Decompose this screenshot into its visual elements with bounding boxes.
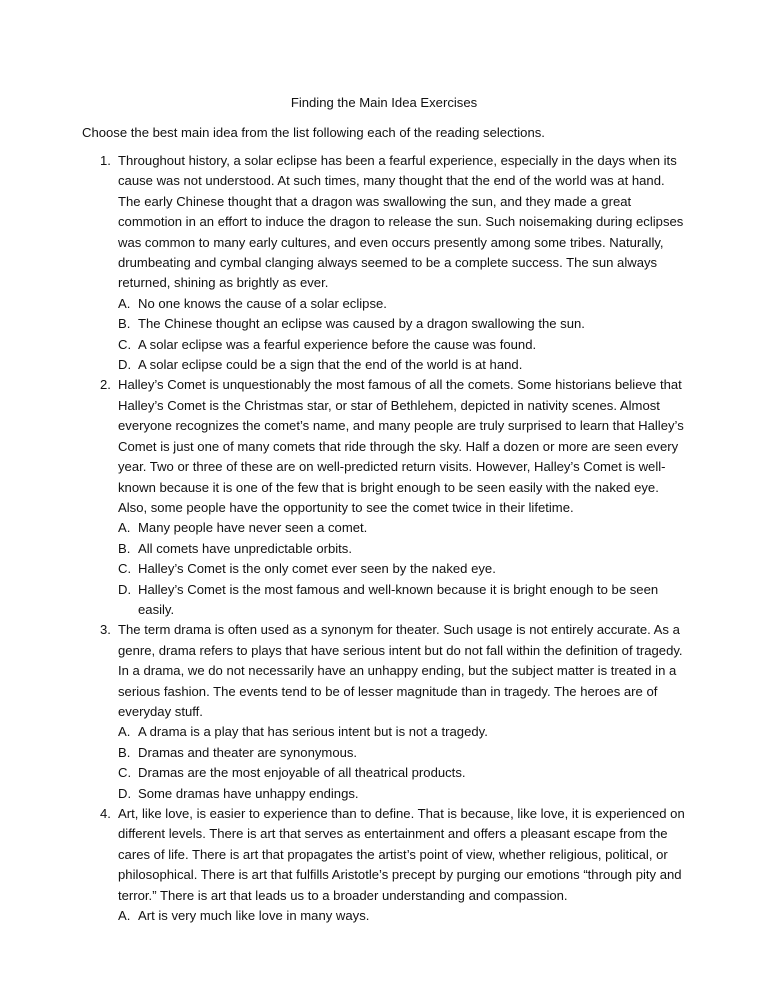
option-text: Dramas and theater are synonymous.	[138, 744, 358, 760]
option-letter: B.	[118, 540, 131, 556]
option-letter: B.	[118, 744, 131, 760]
option-text: Dramas are the most enjoyable of all theatrical products.	[138, 765, 466, 781]
option-letter: A.	[118, 724, 131, 740]
option-letter: D.	[118, 581, 132, 597]
question-passage: Halley’s Comet is unquestionably the most famous of all the comets. Some historians believe that Halley’s Comet is the Christmas star, or star of Bethlehem, depicted in nativity scenes. Almost everyone recognizes the comet’s name, and many people are truly surprised to learn that Halley’s Comet is just one of many comets that ride through the sky. Half a dozen or more are seen every year. Two or three of these are on well-predicted return visits. However, Halley’s Comet is well-known because it is one of the few that is bright enough to be seen easily with the naked eye. Also, some people have the opportunity to see the comet twice in their lifetime.	[118, 377, 684, 515]
question-item	[100, 804, 690, 926]
question-item	[100, 375, 690, 620]
option-text: Some dramas have unhappy endings.	[138, 785, 359, 801]
option-letter: A.	[118, 295, 131, 311]
question-item	[100, 620, 690, 804]
answer-options	[118, 294, 690, 376]
question-passage: Art, like love, is easier to experience than to define. That is because, like love, it is experienced on different levels. There is art that serves as entertainment and offers a pleasant escape from the cares of life. There is art that propagates the artist’s point of view, whether religious, political, or philosophical. There is art that fulfills Aristotle’s precept by purging our emotions “through pity and terror.” There is art that leads us to a broader understanding and compassion.	[118, 806, 685, 903]
question-number: 2.	[100, 377, 111, 393]
answer-option	[118, 539, 690, 559]
answer-option	[118, 559, 690, 579]
question-passage: Throughout history, a solar eclipse has been a fearful experience, especially in the days when its cause was not understood. At such times, many thought that the end of the world was at hand. The early Chinese thought that a dragon was swallowing the sun, and they made a great commotion in an effort to induce the dragon to release the sun. Such noisemaking during eclipses was common to many early cultures, and even occurs presently among some tribes. Naturally, drumbeating and cymbal clanging always seemed to be a complete success. The sun always returned, shining as brightly as ever.	[118, 153, 684, 291]
instructions-text: Choose the best main idea from the list following each of the reading selections.	[82, 125, 545, 140]
question-item	[100, 151, 690, 375]
page-title: Finding the Main Idea Exercises	[290, 95, 478, 110]
option-text: Many people have never seen a comet.	[138, 520, 368, 536]
option-letter: B.	[118, 316, 131, 332]
answer-options	[118, 722, 690, 804]
option-letter: D.	[118, 357, 132, 373]
option-letter: C.	[118, 765, 132, 781]
option-letter: C.	[118, 561, 132, 577]
option-text: A solar eclipse was a fearful experience before the cause was found.	[138, 336, 537, 352]
option-letter: C.	[118, 336, 132, 352]
answer-option	[118, 355, 690, 375]
answer-option	[118, 335, 690, 355]
option-text: All comets have unpredictable orbits.	[138, 540, 352, 556]
option-text: No one knows the cause of a solar eclipse.	[138, 295, 387, 311]
question-passage: The term drama is often used as a synonym for theater. Such usage is not entirely accurate. As a genre, drama refers to plays that have serious intent but do not fall within the definition of tragedy. In a drama, we do not necessarily have an unhappy ending, but the subject matter is treated in a serious fashion. The events tend to be of lesser magnitude than in tragedy. The heroes are of everyday stuff.	[118, 622, 683, 719]
answer-option	[118, 314, 690, 334]
option-letter: D.	[118, 785, 132, 801]
answer-options	[118, 518, 690, 620]
option-text: A drama is a play that has serious intent but is not a tragedy.	[138, 724, 488, 740]
question-number: 1.	[100, 153, 111, 168]
answer-option	[118, 906, 690, 926]
option-text: Halley’s Comet is the only comet ever seen by the naked eye.	[138, 561, 496, 577]
option-letter: A.	[118, 520, 131, 536]
question-number: 3.	[100, 622, 111, 638]
option-text: Art is very much like love in many ways.	[138, 908, 370, 924]
option-text: The Chinese thought an eclipse was caused by a dragon swallowing the sun.	[138, 316, 585, 332]
answer-option	[118, 518, 690, 538]
answer-options	[118, 906, 690, 926]
answer-option	[118, 763, 690, 783]
question-number: 4.	[100, 806, 111, 821]
answer-option	[118, 784, 690, 804]
answer-option	[118, 743, 690, 763]
answer-option	[118, 294, 690, 314]
option-letter: A.	[118, 908, 131, 924]
option-text: Halley’s Comet is the most famous and well-known because it is bright enough to be seen easily.	[138, 581, 659, 617]
option-text: A solar eclipse could be a sign that the end of the world is at hand.	[138, 357, 523, 373]
question-list	[100, 151, 690, 926]
answer-option	[118, 722, 690, 742]
answer-option	[118, 580, 690, 621]
